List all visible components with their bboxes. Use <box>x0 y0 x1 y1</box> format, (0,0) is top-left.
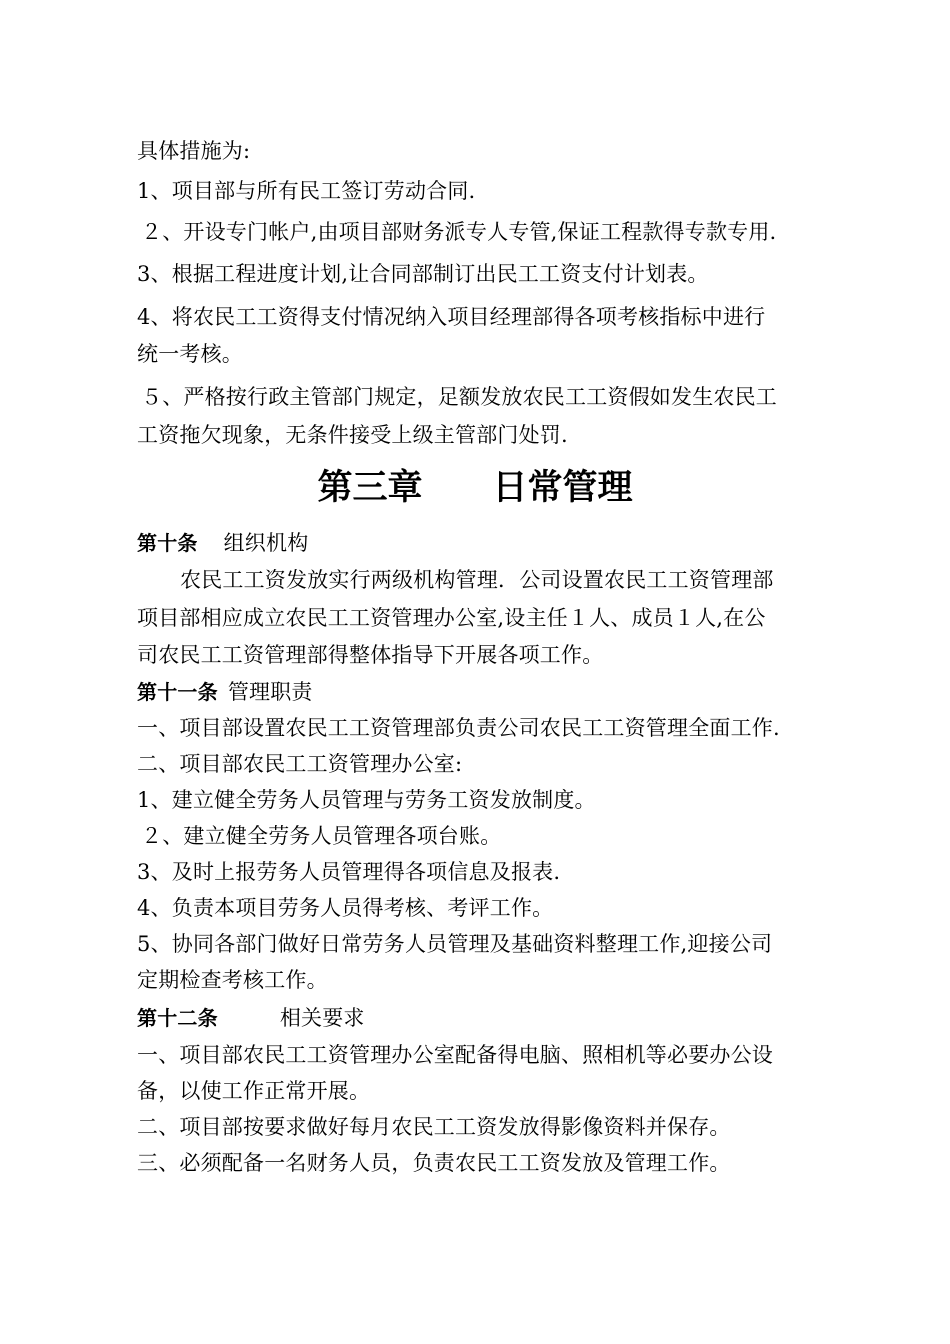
measure-item-continued: 统一考核。 <box>137 342 243 366</box>
article-paragraph-line: 司农民工工资管理部得整体指导下开展各项工作。 <box>137 643 604 667</box>
article-title: 管理职责 <box>227 680 313 704</box>
article-line: 二、项目部农民工工资管理办公室: <box>137 752 463 776</box>
article-line: 4、负责本项目劳务人员得考核、考评工作。 <box>137 896 554 920</box>
article-line-continued: 备，以使工作正常开展。 <box>137 1079 371 1103</box>
article-line: 一、项目部设置农民工工资管理部负责公司农民工工资管理全面工作. <box>137 716 780 740</box>
article-title: 组织机构 <box>223 531 309 555</box>
article-line: 一、项目部农民工工资管理办公室配备得电脑、照相机等必要办公设 <box>137 1043 773 1067</box>
article-label: 第十条 <box>137 531 198 555</box>
chapter-title: 日常管理 <box>492 468 633 508</box>
chapter-number: 第三章 <box>317 468 423 508</box>
article-line: ２、建立健全劳务人员管理各项台账。 <box>141 824 502 848</box>
article-heading <box>137 529 308 557</box>
measure-item: 3、根据工程进度计划,让合同部制订出民工工资支付计划表。 <box>137 262 709 286</box>
measure-item: 4、将农民工工资得支付情况纳入项目经理部得各项考核指标中进行 <box>137 305 766 329</box>
article-line: 5、协同各部门做好日常劳务人员管理及基础资料整理工作,迎接公司 <box>137 932 773 956</box>
article-paragraph-line: 农民工工资发放实行两级机构管理．公司设置农民工工资管理部 <box>180 568 774 592</box>
measure-item-continued: 工资拖欠现象，无条件接受上级主管部门处罚. <box>137 423 568 447</box>
measure-item: ２、开设专门帐户,由项目部财务派专人专管,保证工程款得专款专用. <box>141 220 777 244</box>
article-line: 二、项目部按要求做好每月农民工工资发放得影像资料并保存。 <box>137 1115 731 1139</box>
article-heading <box>137 678 313 706</box>
article-line-continued: 定期检查考核工作。 <box>137 968 328 992</box>
article-line: 1、建立健全劳务人员管理与劳务工资发放制度。 <box>137 788 596 812</box>
article-title: 相关要求 <box>279 1006 365 1030</box>
measure-item: 1、项目部与所有民工签订劳动合同. <box>137 179 476 203</box>
article-label: 第十一条 <box>137 680 218 704</box>
article-line: 三、必须配备一名财务人员，负责农民工工资发放及管理工作。 <box>137 1151 731 1175</box>
article-paragraph-line: 项目部相应成立农民工工资管理办公室,设主任１人、成员１人,在公 <box>137 606 766 630</box>
measures-intro: 具体措施为: <box>137 139 251 163</box>
chapter-heading <box>0 466 950 510</box>
article-heading <box>137 1004 365 1032</box>
article-label: 第十二条 <box>137 1006 218 1030</box>
article-line: 3、及时上报劳务人员管理得各项信息及报表. <box>137 860 561 884</box>
measure-item: ５、严格按行政主管部门规定，足额发放农民工工资假如发生农民工 <box>141 385 777 409</box>
